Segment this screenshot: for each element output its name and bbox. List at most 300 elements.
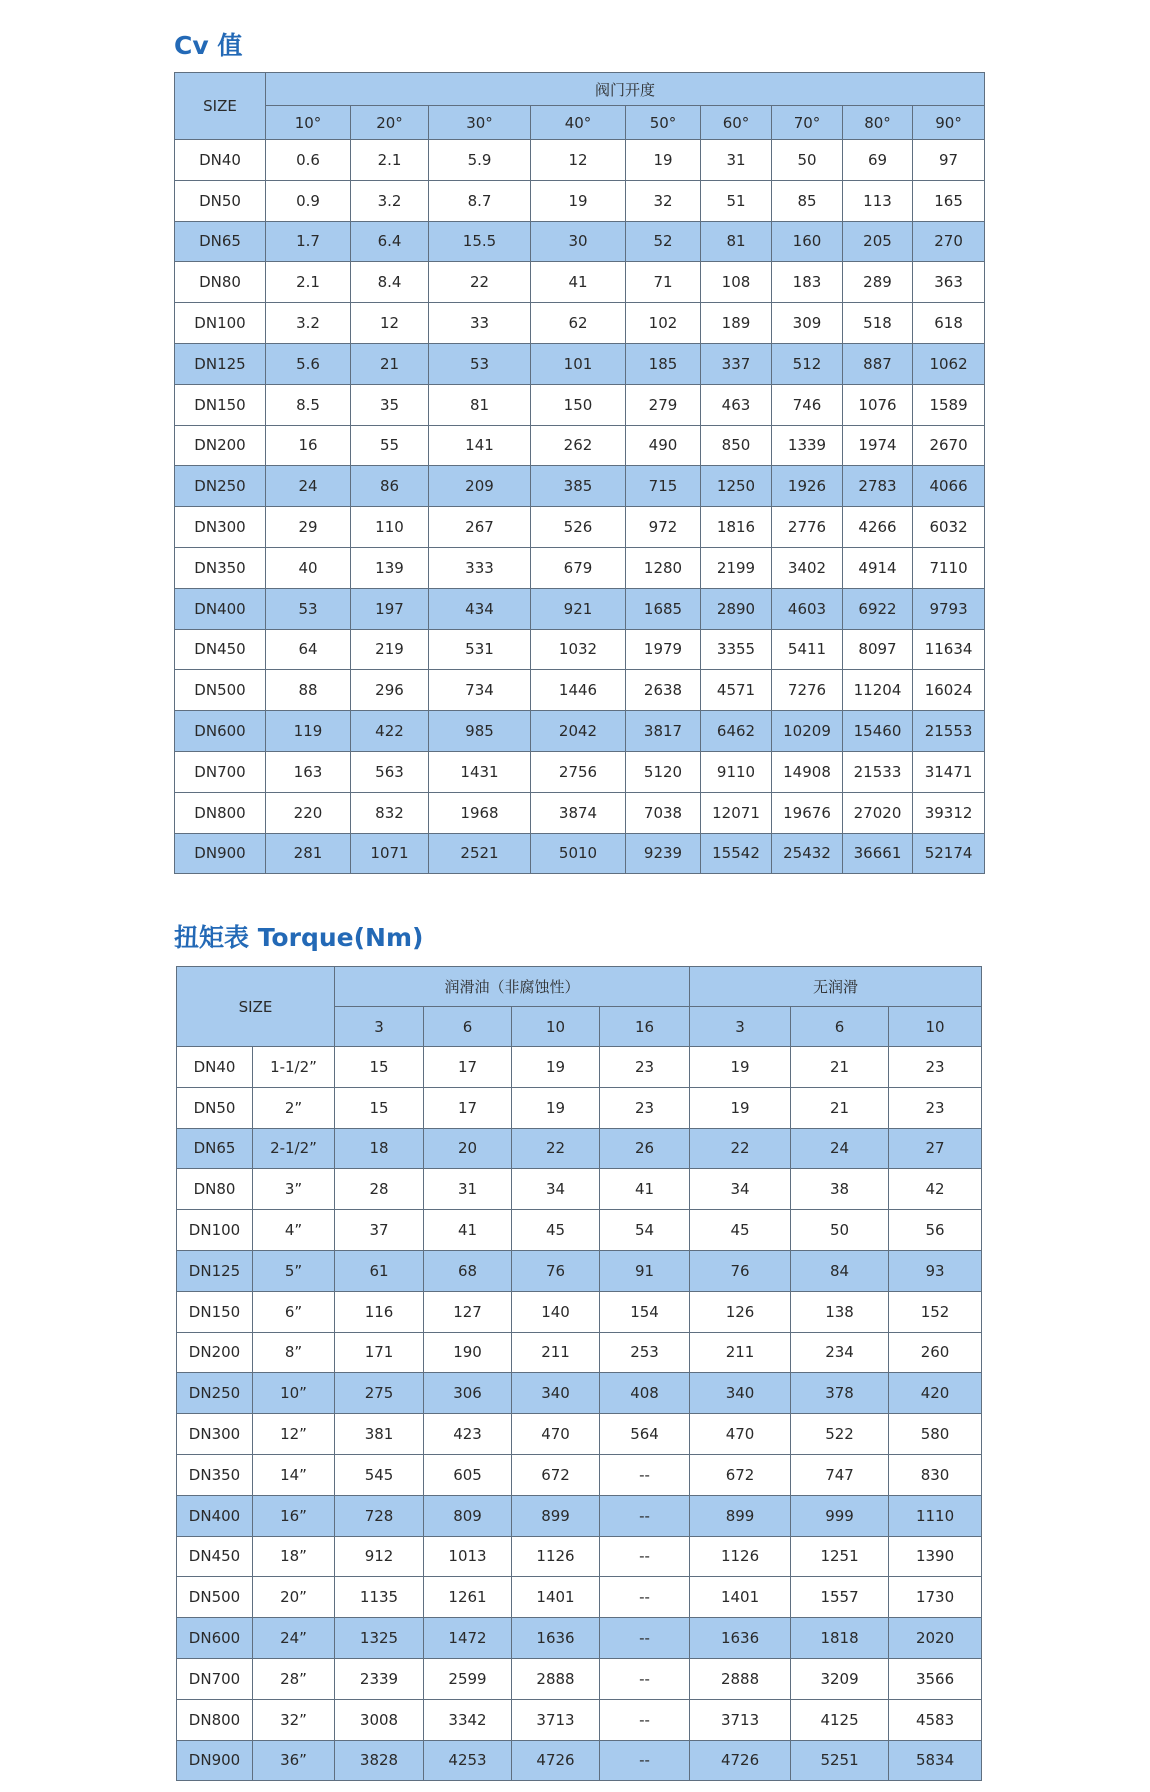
torque-value-cell: 408: [600, 1373, 690, 1414]
cv-value-cell: 8.5: [266, 384, 351, 425]
cv-table-row: [175, 670, 985, 711]
torque-inch-size-cell: 14”: [253, 1454, 335, 1495]
torque-value-cell: 1013: [424, 1536, 512, 1577]
cv-table-row: [175, 547, 985, 588]
cv-value-cell: 50: [772, 140, 843, 181]
torque-value-cell: 605: [424, 1454, 512, 1495]
cv-value-cell: 40: [266, 547, 351, 588]
torque-size-header: SIZE: [177, 967, 335, 1047]
torque-value-cell: 4253: [424, 1740, 512, 1781]
torque-value-cell: 1636: [512, 1618, 600, 1659]
cv-value-cell: 11634: [913, 629, 985, 670]
torque-value-cell: 190: [424, 1332, 512, 1373]
cv-value-cell: 6.4: [351, 221, 429, 262]
cv-value-cell: 8.7: [429, 180, 531, 221]
torque-size-cell: DN80: [177, 1169, 253, 1210]
torque-value-cell: 19: [512, 1047, 600, 1088]
cv-value-cell: 15542: [701, 833, 772, 874]
torque-value-cell: 522: [791, 1414, 889, 1455]
cv-angle-header: 10°: [266, 106, 351, 140]
torque-value-cell: 234: [791, 1332, 889, 1373]
cv-value-cell: 385: [531, 466, 626, 507]
cv-value-cell: 4603: [772, 588, 843, 629]
torque-value-cell: 37: [335, 1210, 424, 1251]
torque-table-row: [177, 1414, 982, 1455]
cv-table-row: [175, 221, 985, 262]
cv-table-row: [175, 833, 985, 874]
cv-table-row: [175, 425, 985, 466]
cv-table-row: [175, 588, 985, 629]
cv-value-cell: 422: [351, 711, 429, 752]
torque-value-cell: 22: [512, 1128, 600, 1169]
torque-inch-size-cell: 12”: [253, 1414, 335, 1455]
cv-size-cell: DN65: [175, 221, 266, 262]
cv-value-cell: 97: [913, 140, 985, 181]
torque-value-cell: 1135: [335, 1577, 424, 1618]
cv-angle-header: 20°: [351, 106, 429, 140]
cv-value-cell: 746: [772, 384, 843, 425]
torque-value-cell: 41: [424, 1210, 512, 1251]
torque-value-cell: 91: [600, 1250, 690, 1291]
cv-value-cell: 150: [531, 384, 626, 425]
torque-value-cell: 34: [512, 1169, 600, 1210]
cv-value-cell: 518: [843, 303, 913, 344]
torque-size-cell: DN65: [177, 1128, 253, 1169]
cv-value-cell: 108: [701, 262, 772, 303]
torque-size-cell: DN125: [177, 1250, 253, 1291]
torque-table-row: [177, 1618, 982, 1659]
torque-dry-pressure-header: 6: [791, 1007, 889, 1047]
cv-value-cell: 5010: [531, 833, 626, 874]
cv-size-cell: DN900: [175, 833, 266, 874]
torque-value-cell: 45: [690, 1210, 791, 1251]
cv-value-cell: 3817: [626, 711, 701, 752]
torque-value-cell: 830: [889, 1454, 982, 1495]
cv-table-row: [175, 711, 985, 752]
cv-size-cell: DN600: [175, 711, 266, 752]
cv-value-cell: 183: [772, 262, 843, 303]
cv-table-row: [175, 140, 985, 181]
cv-value-cell: 1076: [843, 384, 913, 425]
cv-value-cell: 3402: [772, 547, 843, 588]
torque-value-cell: --: [600, 1618, 690, 1659]
cv-value-cell: 30: [531, 221, 626, 262]
torque-table-row: [177, 1740, 982, 1781]
cv-value-cell: 279: [626, 384, 701, 425]
torque-dry-pressure-header: 3: [690, 1007, 791, 1047]
torque-value-cell: 1557: [791, 1577, 889, 1618]
torque-value-cell: --: [600, 1740, 690, 1781]
cv-value-cell: 1685: [626, 588, 701, 629]
cv-value-cell: 185: [626, 343, 701, 384]
cv-size-cell: DN400: [175, 588, 266, 629]
torque-value-cell: 1126: [690, 1536, 791, 1577]
cv-value-cell: 5.6: [266, 343, 351, 384]
torque-size-cell: DN600: [177, 1618, 253, 1659]
cv-value-cell: 0.6: [266, 140, 351, 181]
torque-value-cell: 2599: [424, 1658, 512, 1699]
cv-table-row: [175, 507, 985, 548]
cv-value-cell: 2521: [429, 833, 531, 874]
cv-value-cell: 1062: [913, 343, 985, 384]
cv-value-cell: 62: [531, 303, 626, 344]
cv-value-cell: 2783: [843, 466, 913, 507]
cv-value-cell: 2199: [701, 547, 772, 588]
torque-value-cell: 747: [791, 1454, 889, 1495]
torque-size-cell: DN450: [177, 1536, 253, 1577]
cv-value-cell: 12: [531, 140, 626, 181]
torque-value-cell: 18: [335, 1128, 424, 1169]
torque-inch-size-cell: 24”: [253, 1618, 335, 1659]
torque-value-cell: 171: [335, 1332, 424, 1373]
torque-value-cell: 138: [791, 1291, 889, 1332]
torque-value-cell: 126: [690, 1291, 791, 1332]
torque-value-cell: 253: [600, 1332, 690, 1373]
cv-value-cell: 52: [626, 221, 701, 262]
torque-value-cell: 19: [690, 1087, 791, 1128]
cv-opening-header: 阀门开度: [266, 73, 985, 106]
cv-value-cell: 19: [626, 140, 701, 181]
cv-size-cell: DN125: [175, 343, 266, 384]
torque-value-cell: 93: [889, 1250, 982, 1291]
cv-value-cell: 19676: [772, 792, 843, 833]
cv-value-cell: 9793: [913, 588, 985, 629]
cv-value-cell: 11204: [843, 670, 913, 711]
cv-value-cell: 81: [701, 221, 772, 262]
cv-value-cell: 8097: [843, 629, 913, 670]
cv-value-cell: 850: [701, 425, 772, 466]
torque-value-cell: 275: [335, 1373, 424, 1414]
cv-value-cell: 21: [351, 343, 429, 384]
torque-size-cell: DN500: [177, 1577, 253, 1618]
cv-value-cell: 2638: [626, 670, 701, 711]
cv-size-cell: DN700: [175, 751, 266, 792]
cv-value-cell: 526: [531, 507, 626, 548]
cv-angle-header: 70°: [772, 106, 843, 140]
cv-value-cell: 434: [429, 588, 531, 629]
torque-size-cell: DN200: [177, 1332, 253, 1373]
cv-value-cell: 53: [429, 343, 531, 384]
cv-value-cell: 12: [351, 303, 429, 344]
torque-size-cell: DN300: [177, 1414, 253, 1455]
torque-value-cell: --: [600, 1536, 690, 1577]
cv-value-cell: 463: [701, 384, 772, 425]
cv-value-cell: 71: [626, 262, 701, 303]
cv-value-cell: 1816: [701, 507, 772, 548]
torque-value-cell: 31: [424, 1169, 512, 1210]
cv-value-cell: 110: [351, 507, 429, 548]
cv-value-cell: 24: [266, 466, 351, 507]
torque-table-row: [177, 1128, 982, 1169]
torque-value-cell: 42: [889, 1169, 982, 1210]
torque-value-cell: 15: [335, 1087, 424, 1128]
torque-size-cell: DN40: [177, 1047, 253, 1088]
cv-value-cell: 490: [626, 425, 701, 466]
cv-value-cell: 7038: [626, 792, 701, 833]
torque-size-cell: DN400: [177, 1495, 253, 1536]
cv-value-cell: 7276: [772, 670, 843, 711]
torque-table-row: [177, 1332, 982, 1373]
torque-inch-size-cell: 3”: [253, 1169, 335, 1210]
cv-value-cell: 2890: [701, 588, 772, 629]
torque-size-cell: DN800: [177, 1699, 253, 1740]
cv-size-cell: DN250: [175, 466, 266, 507]
cv-table-row: [175, 303, 985, 344]
cv-value-cell: 10209: [772, 711, 843, 752]
cv-value-cell: 31471: [913, 751, 985, 792]
cv-value-cell: 563: [351, 751, 429, 792]
torque-inch-size-cell: 2-1/2”: [253, 1128, 335, 1169]
torque-value-cell: 564: [600, 1414, 690, 1455]
cv-size-cell: DN40: [175, 140, 266, 181]
cv-size-cell: DN450: [175, 629, 266, 670]
torque-value-cell: 26: [600, 1128, 690, 1169]
cv-angle-header: 60°: [701, 106, 772, 140]
cv-value-cell: 163: [266, 751, 351, 792]
torque-value-cell: 470: [512, 1414, 600, 1455]
cv-angle-header: 40°: [531, 106, 626, 140]
torque-inch-size-cell: 2”: [253, 1087, 335, 1128]
torque-value-cell: 56: [889, 1210, 982, 1251]
torque-value-cell: 17: [424, 1047, 512, 1088]
torque-table-row: [177, 1087, 982, 1128]
torque-table-row: [177, 1250, 982, 1291]
torque-table-row: [177, 1658, 982, 1699]
cv-value-cell: 4571: [701, 670, 772, 711]
cv-value-cell: 2756: [531, 751, 626, 792]
cv-value-cell: 25432: [772, 833, 843, 874]
cv-size-cell: DN500: [175, 670, 266, 711]
torque-value-cell: 38: [791, 1169, 889, 1210]
torque-value-cell: 17: [424, 1087, 512, 1128]
torque-value-cell: 22: [690, 1128, 791, 1169]
cv-value-cell: 31: [701, 140, 772, 181]
cv-value-cell: 141: [429, 425, 531, 466]
torque-lubricated-pressure-header: 6: [424, 1007, 512, 1047]
torque-lubricated-pressure-header: 3: [335, 1007, 424, 1047]
cv-value-cell: 4914: [843, 547, 913, 588]
torque-value-cell: 3209: [791, 1658, 889, 1699]
torque-value-cell: 1472: [424, 1618, 512, 1659]
torque-value-cell: 211: [690, 1332, 791, 1373]
torque-value-cell: 1261: [424, 1577, 512, 1618]
cv-value-cell: 4266: [843, 507, 913, 548]
torque-inch-size-cell: 16”: [253, 1495, 335, 1536]
torque-inch-size-cell: 4”: [253, 1210, 335, 1251]
cv-value-cell: 32: [626, 180, 701, 221]
torque-inch-size-cell: 8”: [253, 1332, 335, 1373]
cv-value-cell: 165: [913, 180, 985, 221]
torque-value-cell: 306: [424, 1373, 512, 1414]
cv-value-cell: 734: [429, 670, 531, 711]
cv-value-cell: 1968: [429, 792, 531, 833]
cv-value-cell: 1431: [429, 751, 531, 792]
cv-value-cell: 29: [266, 507, 351, 548]
cv-value-cell: 2670: [913, 425, 985, 466]
torque-value-cell: 1730: [889, 1577, 982, 1618]
cv-size-cell: DN800: [175, 792, 266, 833]
cv-section-title: Cv 值: [174, 31, 243, 60]
cv-value-cell: 512: [772, 343, 843, 384]
cv-value-cell: 81: [429, 384, 531, 425]
cv-value-cell: 985: [429, 711, 531, 752]
torque-value-cell: 4583: [889, 1699, 982, 1740]
torque-value-cell: 34: [690, 1169, 791, 1210]
cv-size-cell: DN50: [175, 180, 266, 221]
cv-value-cell: 21553: [913, 711, 985, 752]
torque-size-cell: DN100: [177, 1210, 253, 1251]
torque-value-cell: 127: [424, 1291, 512, 1332]
torque-lubricated-pressure-header: 10: [512, 1007, 600, 1047]
torque-value-cell: 1401: [690, 1577, 791, 1618]
cv-value-cell: 39312: [913, 792, 985, 833]
torque-value-cell: 1325: [335, 1618, 424, 1659]
torque-value-cell: 1401: [512, 1577, 600, 1618]
torque-inch-size-cell: 18”: [253, 1536, 335, 1577]
cv-value-cell: 8.4: [351, 262, 429, 303]
cv-value-cell: 1979: [626, 629, 701, 670]
cv-value-cell: 1250: [701, 466, 772, 507]
torque-value-cell: 76: [512, 1250, 600, 1291]
torque-value-cell: 4726: [690, 1740, 791, 1781]
torque-value-cell: 672: [690, 1454, 791, 1495]
cv-value-cell: 333: [429, 547, 531, 588]
torque-value-cell: 84: [791, 1250, 889, 1291]
cv-value-cell: 16024: [913, 670, 985, 711]
cv-size-cell: DN80: [175, 262, 266, 303]
torque-value-cell: 580: [889, 1414, 982, 1455]
torque-value-cell: 809: [424, 1495, 512, 1536]
cv-value-cell: 33: [429, 303, 531, 344]
torque-table-row: [177, 1454, 982, 1495]
torque-value-cell: 23: [600, 1047, 690, 1088]
cv-value-cell: 3874: [531, 792, 626, 833]
torque-value-cell: 23: [600, 1087, 690, 1128]
cv-value-cell: 85: [772, 180, 843, 221]
torque-value-cell: 19: [512, 1087, 600, 1128]
cv-table-row: [175, 343, 985, 384]
cv-value-cell: 7110: [913, 547, 985, 588]
cv-value-cell: 21533: [843, 751, 913, 792]
torque-value-cell: 28: [335, 1169, 424, 1210]
cv-value-cell: 36661: [843, 833, 913, 874]
cv-table: [174, 72, 985, 874]
cv-table-row: [175, 384, 985, 425]
cv-value-cell: 618: [913, 303, 985, 344]
torque-value-cell: 420: [889, 1373, 982, 1414]
torque-size-cell: DN350: [177, 1454, 253, 1495]
torque-value-cell: 1390: [889, 1536, 982, 1577]
torque-value-cell: 45: [512, 1210, 600, 1251]
torque-value-cell: 4125: [791, 1699, 889, 1740]
torque-size-cell: DN250: [177, 1373, 253, 1414]
torque-value-cell: 21: [791, 1087, 889, 1128]
torque-value-cell: 3713: [512, 1699, 600, 1740]
cv-value-cell: 15460: [843, 711, 913, 752]
cv-angle-header: 90°: [913, 106, 985, 140]
torque-value-cell: 728: [335, 1495, 424, 1536]
torque-value-cell: --: [600, 1454, 690, 1495]
cv-table-row: [175, 792, 985, 833]
torque-inch-size-cell: 36”: [253, 1740, 335, 1781]
cv-value-cell: 9110: [701, 751, 772, 792]
torque-table-row: [177, 1495, 982, 1536]
torque-lubricated-header: 润滑油（非腐蚀性）: [335, 967, 690, 1007]
torque-value-cell: 211: [512, 1332, 600, 1373]
cv-table-row: [175, 180, 985, 221]
torque-value-cell: 1251: [791, 1536, 889, 1577]
cv-size-cell: DN150: [175, 384, 266, 425]
cv-value-cell: 55: [351, 425, 429, 466]
torque-value-cell: 116: [335, 1291, 424, 1332]
cv-value-cell: 69: [843, 140, 913, 181]
torque-value-cell: 1126: [512, 1536, 600, 1577]
cv-value-cell: 2.1: [266, 262, 351, 303]
cv-value-cell: 19: [531, 180, 626, 221]
cv-value-cell: 86: [351, 466, 429, 507]
torque-size-cell: DN150: [177, 1291, 253, 1332]
cv-value-cell: 197: [351, 588, 429, 629]
cv-value-cell: 1.7: [266, 221, 351, 262]
torque-value-cell: 912: [335, 1536, 424, 1577]
torque-value-cell: 340: [690, 1373, 791, 1414]
cv-value-cell: 289: [843, 262, 913, 303]
cv-value-cell: 16: [266, 425, 351, 466]
cv-value-cell: 972: [626, 507, 701, 548]
cv-value-cell: 309: [772, 303, 843, 344]
cv-value-cell: 1032: [531, 629, 626, 670]
cv-value-cell: 262: [531, 425, 626, 466]
cv-value-cell: 6462: [701, 711, 772, 752]
torque-inch-size-cell: 20”: [253, 1577, 335, 1618]
cv-value-cell: 14908: [772, 751, 843, 792]
cv-value-cell: 1974: [843, 425, 913, 466]
torque-value-cell: 20: [424, 1128, 512, 1169]
cv-value-cell: 15.5: [429, 221, 531, 262]
torque-value-cell: --: [600, 1495, 690, 1536]
cv-angle-header: 50°: [626, 106, 701, 140]
torque-dry-pressure-header: 10: [889, 1007, 982, 1047]
torque-size-cell: DN900: [177, 1740, 253, 1781]
cv-value-cell: 715: [626, 466, 701, 507]
torque-value-cell: --: [600, 1699, 690, 1740]
cv-table-row: [175, 751, 985, 792]
cv-value-cell: 51: [701, 180, 772, 221]
cv-value-cell: 220: [266, 792, 351, 833]
torque-value-cell: 2339: [335, 1658, 424, 1699]
cv-value-cell: 27020: [843, 792, 913, 833]
torque-value-cell: 470: [690, 1414, 791, 1455]
torque-value-cell: 54: [600, 1210, 690, 1251]
cv-value-cell: 6922: [843, 588, 913, 629]
torque-value-cell: 899: [512, 1495, 600, 1536]
torque-value-cell: 1818: [791, 1618, 889, 1659]
cv-value-cell: 296: [351, 670, 429, 711]
cv-value-cell: 64: [266, 629, 351, 670]
torque-inch-size-cell: 28”: [253, 1658, 335, 1699]
torque-table-row: [177, 1169, 982, 1210]
cv-value-cell: 2.1: [351, 140, 429, 181]
cv-value-cell: 101: [531, 343, 626, 384]
torque-lubricated-pressure-header: 16: [600, 1007, 690, 1047]
cv-value-cell: 9239: [626, 833, 701, 874]
cv-value-cell: 113: [843, 180, 913, 221]
torque-value-cell: 154: [600, 1291, 690, 1332]
cv-table-row: [175, 629, 985, 670]
torque-value-cell: 50: [791, 1210, 889, 1251]
torque-value-cell: 3342: [424, 1699, 512, 1740]
torque-value-cell: 3713: [690, 1699, 791, 1740]
